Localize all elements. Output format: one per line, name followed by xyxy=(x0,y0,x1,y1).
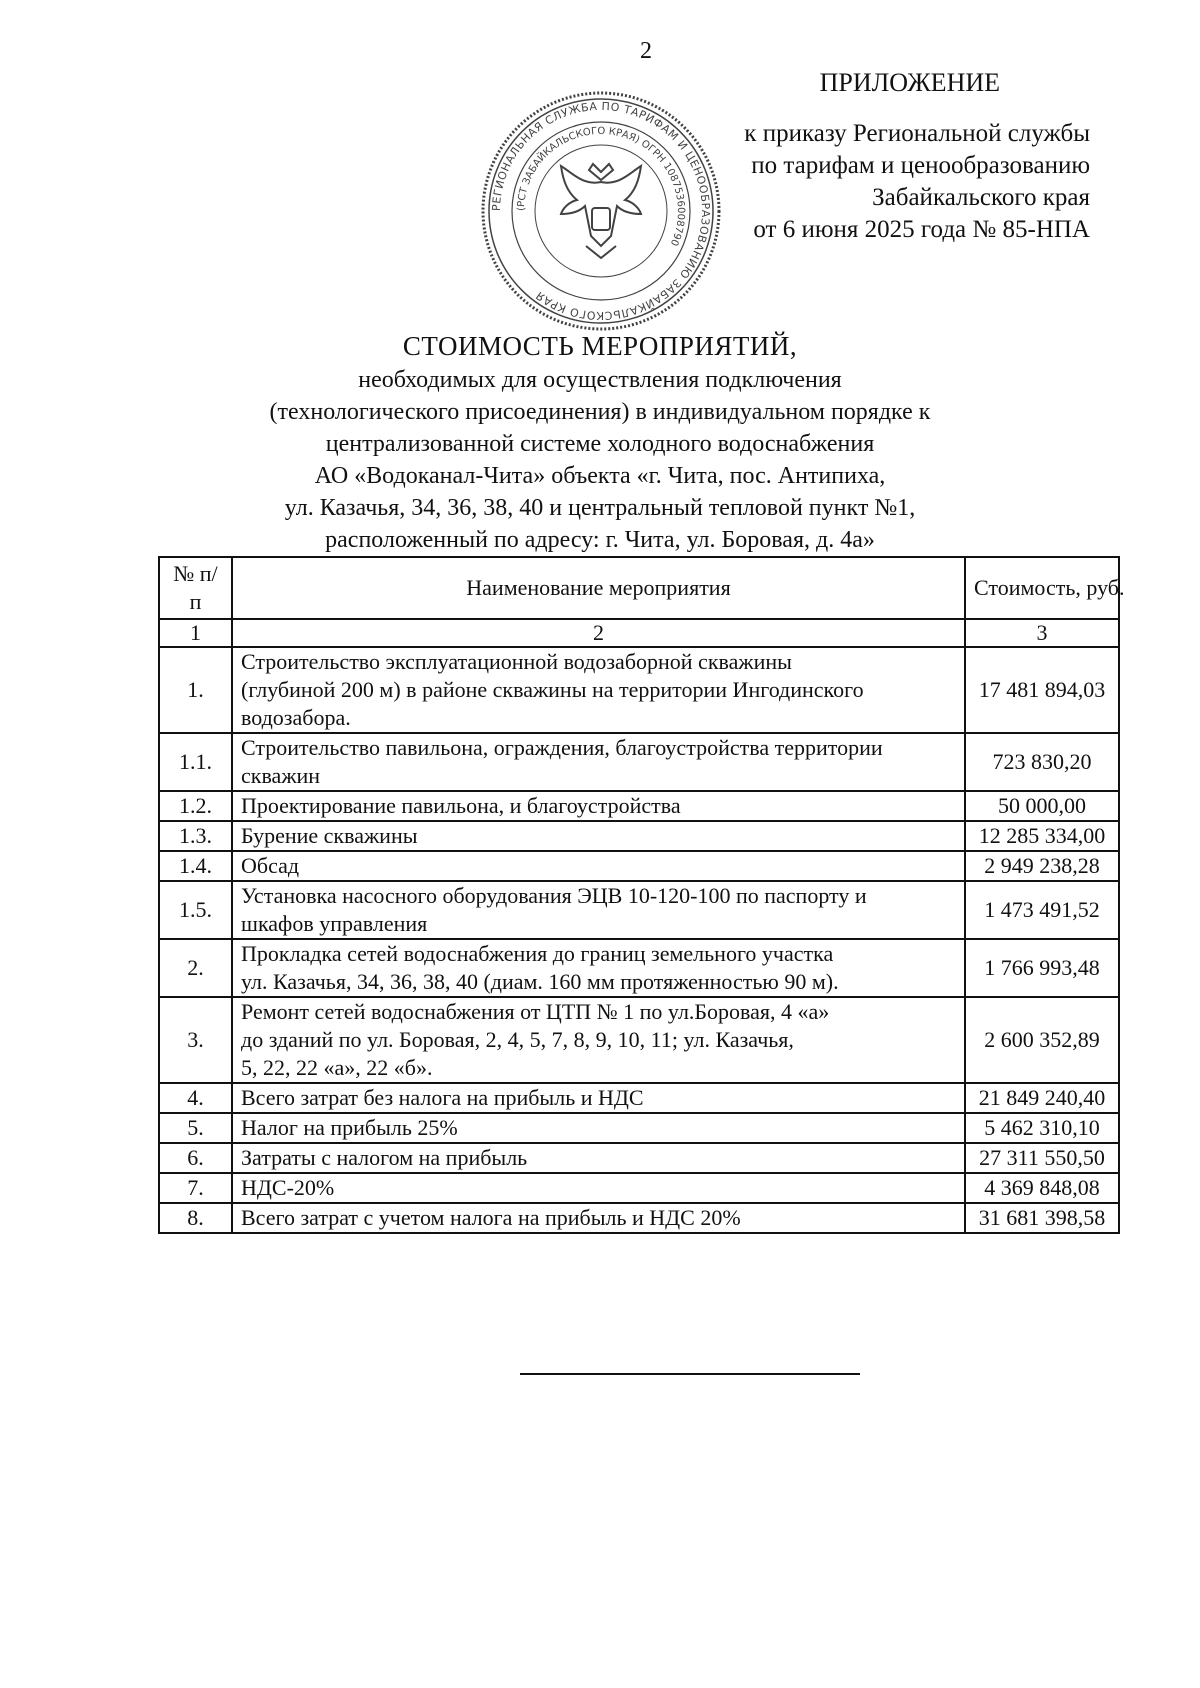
table-row xyxy=(159,733,1119,791)
activity-name xyxy=(232,1203,965,1233)
title-line: расположенный по адресу: г. Чита, ул. Боровая, д. 4а» xyxy=(325,527,875,553)
activity-name xyxy=(232,733,965,791)
activity-name-line: Затраты с налогом на прибыль xyxy=(241,1145,528,1170)
activity-cost: 1 473 491,52 xyxy=(965,881,1119,939)
seal-inner-text: (РСТ ЗАБАЙКАЛЬСКОГО КРАЯ) ОГРН 1087536008790 xyxy=(515,125,687,248)
activity-name-line: Бурение скважины xyxy=(241,823,418,848)
column-header-cost: Стоимость, руб. xyxy=(965,557,1119,619)
activity-name-line: до зданий по ул. Боровая, 2, 4, 5, 7, 8, 9, 10, 11; ул. Казачья, xyxy=(241,1027,794,1052)
table-row xyxy=(159,997,1119,1083)
cost-table xyxy=(158,556,1125,1234)
row-number: 5. xyxy=(159,1113,232,1143)
activity-cost: 50 000,00 xyxy=(965,791,1119,821)
order-reference xyxy=(670,118,1090,246)
activity-name xyxy=(232,881,965,939)
table-row xyxy=(159,939,1119,997)
activity-name-line: шкафов управления xyxy=(241,911,428,936)
activity-name-line: Прокладка сетей водоснабжения до границ земельного участка xyxy=(241,941,834,966)
table-row xyxy=(159,791,1119,821)
activity-name-line: Установка насосного оборудования ЭЦВ 10-120-100 по паспорту и xyxy=(241,883,867,908)
activity-cost: 1 766 993,48 xyxy=(965,939,1119,997)
activity-name-line: Строительство эксплуатационной водозаборной скважины xyxy=(241,649,792,674)
activity-name-line: Строительство павильона, ограждения, благоустройства территории xyxy=(241,735,883,760)
activity-name xyxy=(232,851,965,881)
document-title: СТОИМОСТЬ МЕРОПРИЯТИЙ, xyxy=(402,331,798,361)
title-line: необходимых для осуществления подключения xyxy=(358,367,842,393)
activity-name-line: Проектирование павильона, и благоустройства xyxy=(241,793,681,818)
row-number: 7. xyxy=(159,1173,232,1203)
row-number: 1.5. xyxy=(159,881,232,939)
row-number: 3. xyxy=(159,997,232,1083)
column-index-row xyxy=(159,619,1119,647)
activity-cost: 5 462 310,10 xyxy=(965,1113,1119,1143)
activity-name xyxy=(232,821,965,851)
document-title-block xyxy=(0,330,1200,556)
table-row xyxy=(159,647,1119,733)
column-index: 3 xyxy=(965,619,1119,647)
activity-cost: 2 600 352,89 xyxy=(965,997,1119,1083)
seal-outer-text: РЕГИОНАЛЬНАЯ СЛУЖБА ПО ТАРИФАМ И ЦЕНООБРАЗОВАНИЮ ЗАБАЙКАЛЬСКОГО КРАЯ xyxy=(489,99,713,323)
activity-name-line: Налог на прибыль 25% xyxy=(241,1115,458,1140)
order-line: от 6 июня 2025 года № 85-НПА xyxy=(753,216,1090,243)
divider-line xyxy=(520,1373,860,1375)
activity-name-line: Всего затрат с учетом налога на прибыль и НДС 20% xyxy=(241,1205,741,1230)
activity-cost: 27 311 550,50 xyxy=(965,1143,1119,1173)
title-line: (технологического присоединения) в индивидуальном порядке к xyxy=(269,399,931,425)
row-number: 2. xyxy=(159,939,232,997)
activity-cost: 723 830,20 xyxy=(965,733,1119,791)
row-number: 1.1. xyxy=(159,733,232,791)
row-number: 1. xyxy=(159,647,232,733)
activity-name xyxy=(232,1113,965,1143)
activity-name-line: (глубиной 200 м) в районе скважины на территории Ингодинского xyxy=(241,677,864,702)
activity-name-line: Всего затрат без налога на прибыль и НДС xyxy=(241,1085,644,1110)
activity-name-line: водозабора. xyxy=(241,705,351,730)
activity-name xyxy=(232,1083,965,1113)
table-row xyxy=(159,851,1119,881)
activity-cost: 12 285 334,00 xyxy=(965,821,1119,851)
activity-cost: 2 949 238,28 xyxy=(965,851,1119,881)
title-line: АО «Водоканал-Чита» объекта «г. Чита, пос. Антипиха, xyxy=(314,463,886,489)
activity-name xyxy=(232,1173,965,1203)
appendix-heading: ПРИЛОЖЕНИЕ xyxy=(819,68,1000,97)
table-row xyxy=(159,1203,1119,1233)
column-index: 1 xyxy=(159,619,232,647)
activity-name xyxy=(232,647,965,733)
activity-name xyxy=(232,1143,965,1173)
order-line: к приказу Региональной службы xyxy=(744,120,1090,147)
activity-cost: 4 369 848,08 xyxy=(965,1173,1119,1203)
table-row xyxy=(159,1083,1119,1113)
activity-name-line: НДС-20% xyxy=(241,1175,335,1200)
title-line: централизованной системе холодного водоснабжения xyxy=(325,431,875,457)
coat-of-arms-icon xyxy=(561,164,641,258)
page-number: 2 xyxy=(640,38,652,64)
activity-name-line: Ремонт сетей водоснабжения от ЦТП № 1 по ул.Боровая, 4 «а» xyxy=(241,999,830,1024)
activity-name xyxy=(232,939,965,997)
table-row xyxy=(159,1173,1119,1203)
activity-name xyxy=(232,791,965,821)
column-header-number: № п/п xyxy=(159,557,232,619)
row-number: 4. xyxy=(159,1083,232,1113)
row-number: 8. xyxy=(159,1203,232,1233)
activity-cost: 17 481 894,03 xyxy=(965,647,1119,733)
title-line: ул. Казачья, 34, 36, 38, 40 и центральный тепловой пункт №1, xyxy=(284,495,916,521)
table-row xyxy=(159,881,1119,939)
table-header-row xyxy=(159,557,1119,619)
table-row xyxy=(159,1143,1119,1173)
row-number: 1.4. xyxy=(159,851,232,881)
table-row xyxy=(159,1113,1119,1143)
order-line: Забайкальского края xyxy=(872,184,1090,211)
activity-name-line: ул. Казачья, 34, 36, 38, 40 (диам. 160 мм протяженностью 90 м). xyxy=(241,969,839,994)
table-row xyxy=(159,821,1119,851)
column-header-name: Наименование мероприятия xyxy=(232,557,965,619)
activity-cost: 21 849 240,40 xyxy=(965,1083,1119,1113)
official-seal-icon xyxy=(476,86,726,336)
column-index: 2 xyxy=(232,619,965,647)
activity-name-line: скважин xyxy=(241,763,321,788)
activity-name xyxy=(232,997,965,1083)
row-number: 6. xyxy=(159,1143,232,1173)
activity-cost: 31 681 398,58 xyxy=(965,1203,1119,1233)
row-number: 1.2. xyxy=(159,791,232,821)
row-number: 1.3. xyxy=(159,821,232,851)
activity-name-line: 5, 22, 22 «а», 22 «б». xyxy=(241,1055,433,1080)
activity-name-line: Обсад xyxy=(241,853,300,878)
order-line: по тарифам и ценообразованию xyxy=(751,152,1090,179)
